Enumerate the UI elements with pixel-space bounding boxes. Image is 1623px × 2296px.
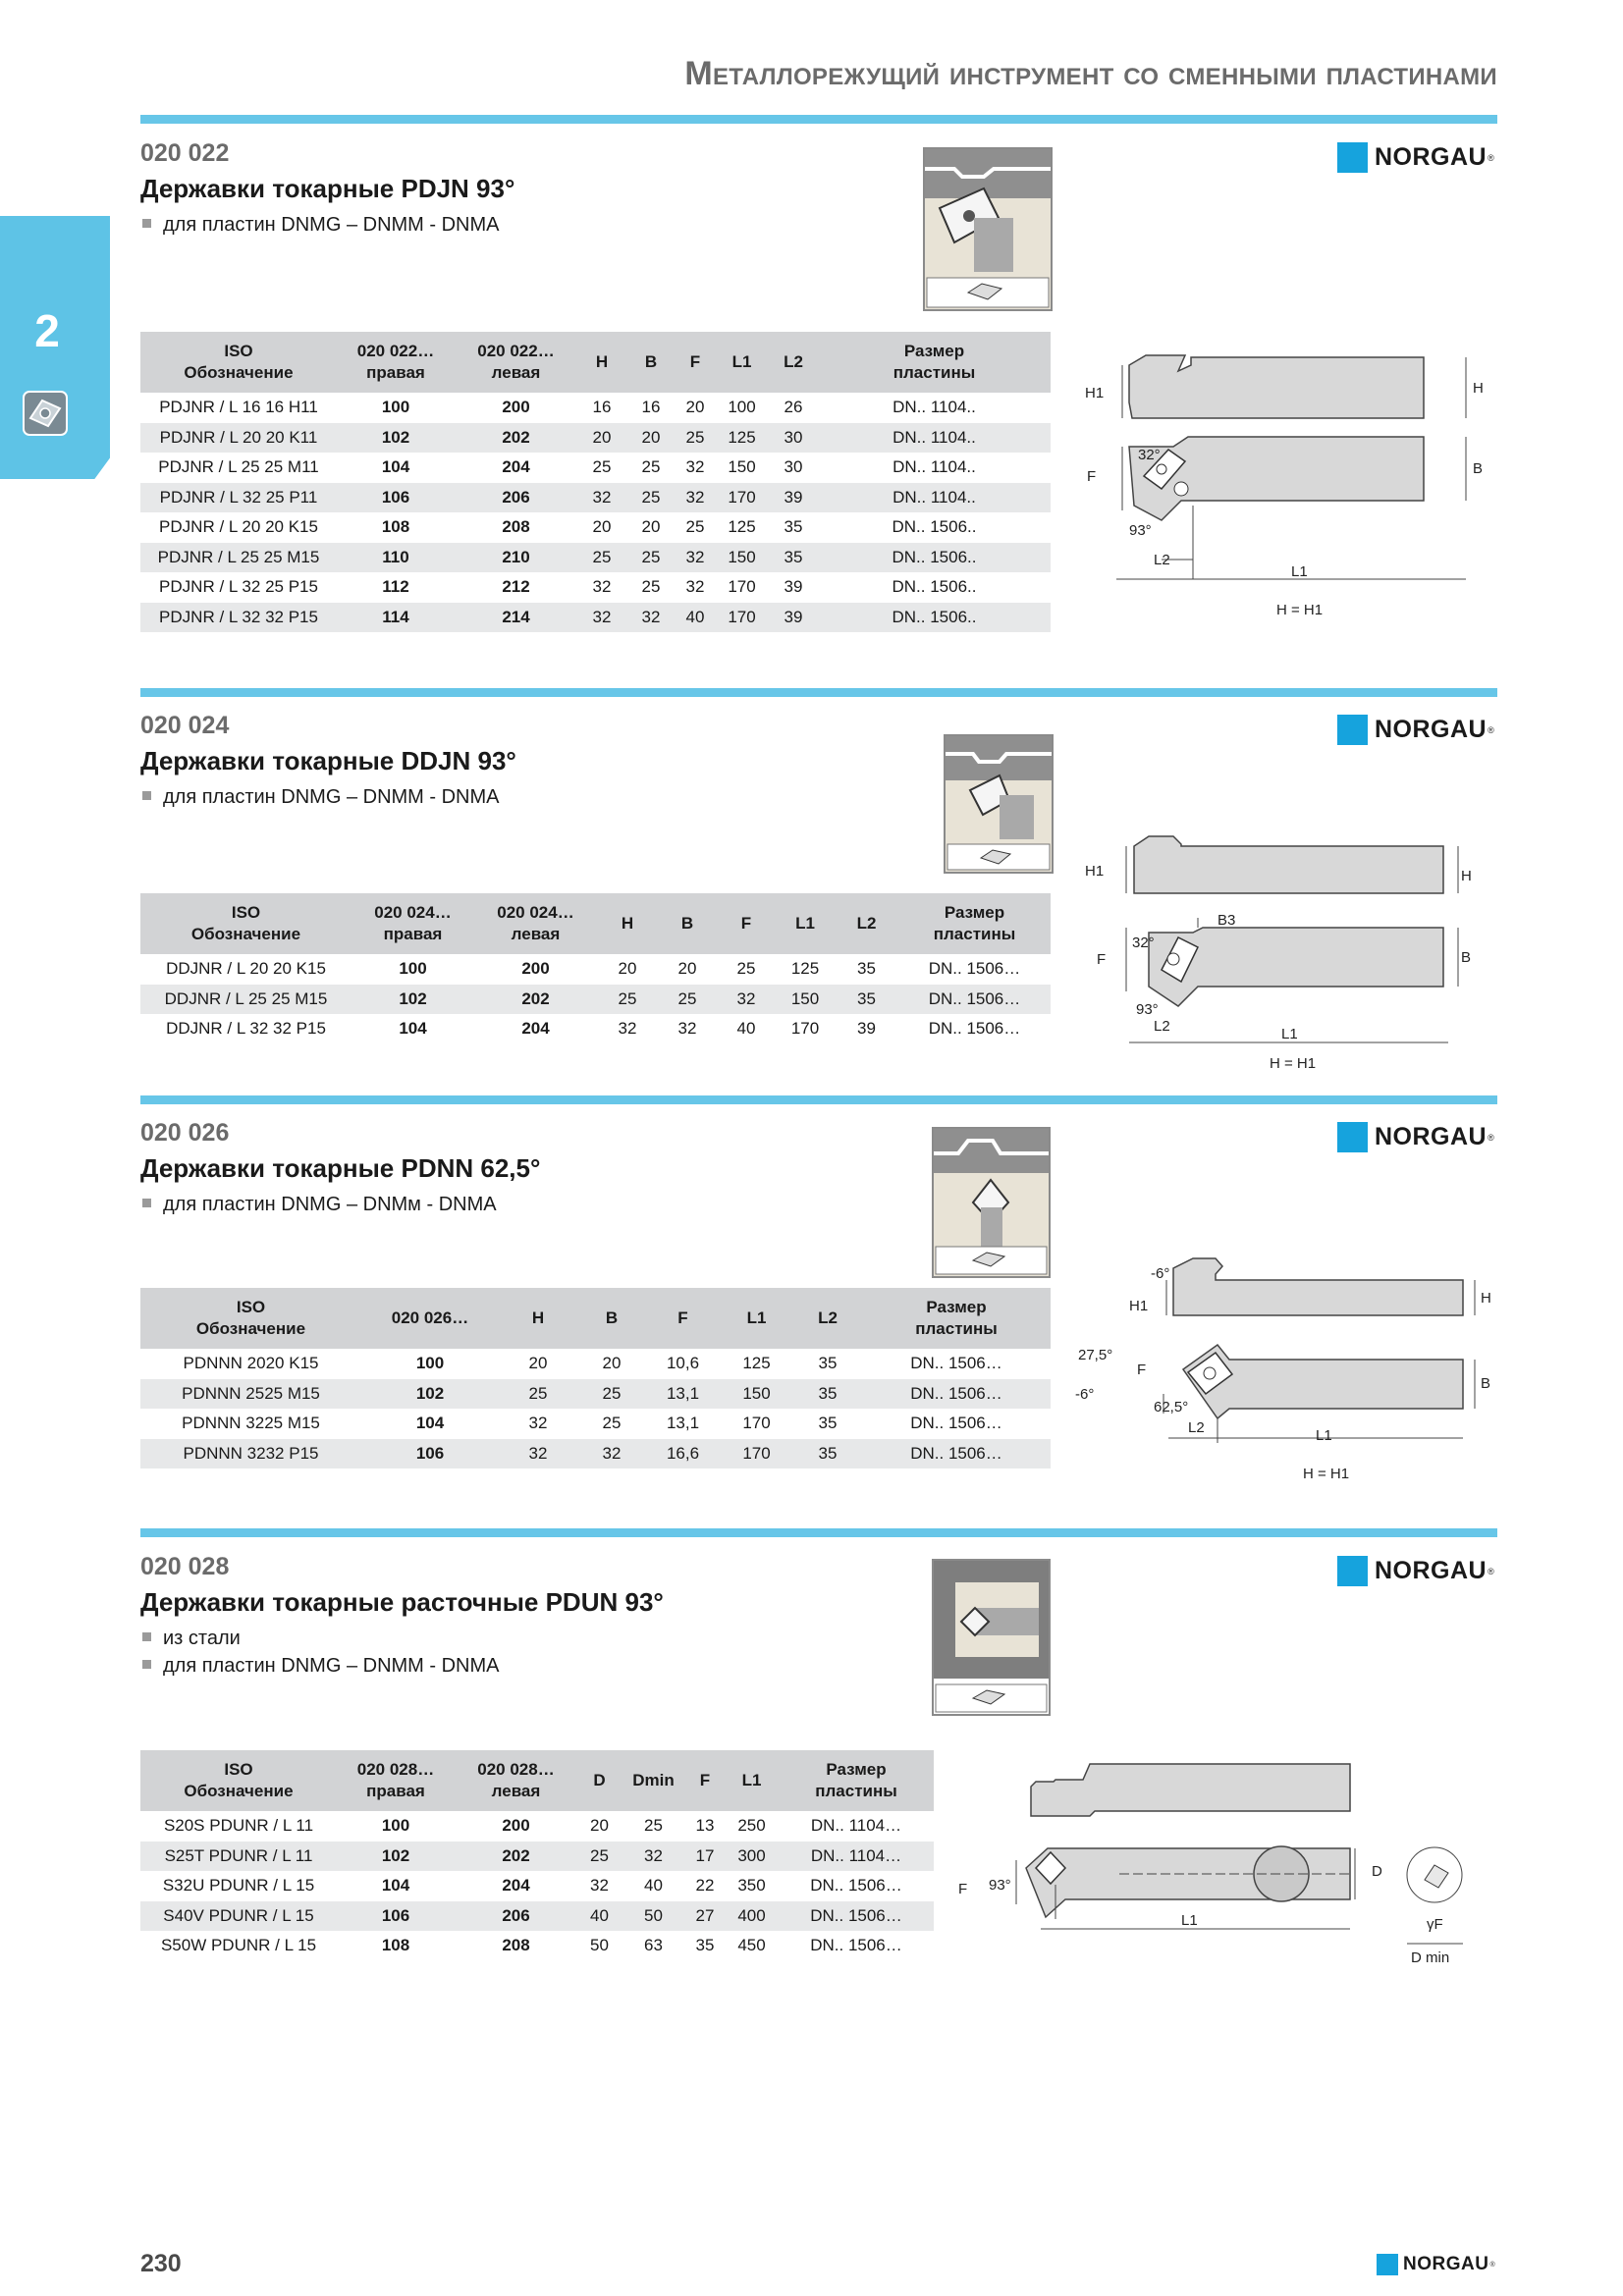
dim-angle: 93°: [989, 1877, 1011, 1894]
dim-h: H: [1461, 868, 1472, 884]
col-header: 020 026…: [361, 1288, 499, 1349]
section-code: 020 024: [140, 712, 230, 739]
table-row: PDNNN 2525 M15 102 25 25 13,1 150 35 DN.. 1506…: [140, 1379, 1051, 1410]
section-rule: [140, 688, 1497, 697]
dim-f: F: [1137, 1362, 1147, 1378]
brand-logo: NORGAU ®: [1337, 142, 1494, 173]
dim-l1: L1: [1291, 563, 1308, 580]
brand-square-icon: [1337, 715, 1368, 745]
dim-b: B: [1473, 460, 1484, 477]
page-header-title: Металлорежущий инструмент со сменными пластинами: [684, 55, 1497, 92]
dim-l1: L1: [1181, 1912, 1198, 1929]
dim-f: F: [958, 1881, 968, 1897]
col-header: Размер пластины: [862, 1288, 1051, 1349]
dim-b: B: [1481, 1375, 1491, 1392]
table-row: PDJNR / L 20 20 K15 108 208 20 20 25 125 35 DN.. 1506..: [159, 517, 977, 537]
table-row: S40V PDUNR / L 15 106 206 40 50 27 400 DN.. 1506…: [140, 1901, 934, 1932]
tool-thumbnail-image: [923, 147, 1053, 311]
table-row: S32U PDUNR / L 15 104 204 32 40 22 350 DN.. 1506…: [162, 1876, 902, 1896]
col-header: L1: [720, 1288, 793, 1349]
section-bullet: для пластин DNMG – DNMM - DNMA: [142, 786, 500, 809]
brand-logo: NORGAU ®: [1337, 715, 1494, 745]
table-row: PDJNR / L 25 25 M15 110 210 25 25 32 150 35 DN.. 1506..: [140, 543, 1051, 573]
dim-h1: H1: [1129, 1298, 1149, 1314]
spec-table: [140, 332, 1051, 632]
col-header: 020 022… левая: [455, 332, 577, 393]
dim-note: H = H1: [1270, 1055, 1317, 1072]
dim-d: D: [1372, 1863, 1382, 1880]
table-row: S25T PDUNR / L 11 102 202 25 32 17 300 DN.. 1104…: [140, 1842, 934, 1872]
dim-angle-bottom: 93°: [1129, 522, 1152, 539]
col-header: B: [577, 1288, 646, 1349]
col-header: H: [499, 1288, 577, 1349]
dim-angle-neg: -6°: [1151, 1265, 1170, 1282]
dim-h1: H1: [1085, 385, 1105, 401]
col-header: ISO Обозначение: [140, 1750, 337, 1811]
tool-thumbnail-image: [932, 1127, 1051, 1278]
col-header: L1: [715, 332, 769, 393]
insert-icon: [23, 391, 68, 436]
dim-b3: B3: [1217, 912, 1236, 929]
col-header: Dmin: [622, 1750, 685, 1811]
dim-f: F: [1097, 951, 1107, 968]
dim-h1: H1: [1085, 863, 1105, 880]
section-title: Державки токарные DDJN 93°: [140, 746, 516, 775]
col-header: B: [626, 332, 676, 393]
dim-dmin: D min: [1411, 1949, 1450, 1966]
col-header: D: [577, 1750, 622, 1811]
dim-angle-side: 27,5°: [1078, 1347, 1113, 1363]
table-row: PDJNR / L 25 25 M11 104 204 25 25 32 150 30 DN.. 1104..: [158, 457, 976, 477]
table-row: PDJNR / L 20 20 K11 102 202 20 20 25 125 30 DN.. 1104..: [140, 423, 1051, 454]
section-bullet: для пластин DNMG – DNMм - DNMA: [142, 1194, 497, 1216]
chapter-number: 2: [34, 305, 60, 356]
section-rule: [140, 1095, 1497, 1104]
section-title: Державки токарные расточные PDUN 93°: [140, 1587, 664, 1617]
dim-h: H: [1481, 1290, 1491, 1307]
tool-dimension-drawing: [1070, 1247, 1492, 1492]
dim-angle-neg2: -6°: [1075, 1386, 1095, 1403]
dim-l2: L2: [1188, 1419, 1205, 1436]
dim-l1: L1: [1281, 1026, 1298, 1042]
tool-thumbnail-image: [944, 734, 1054, 874]
col-header: 020 028… левая: [455, 1750, 577, 1811]
tool-dimension-drawing: [957, 1723, 1492, 1998]
col-header: 020 024… правая: [352, 893, 474, 954]
section-rule: [140, 1528, 1497, 1537]
spec-table: [140, 1288, 1051, 1468]
table-row: DDJNR / L 25 25 M15 102 202 25 25 32 150 35 DN.. 1506…: [140, 985, 1051, 1015]
col-header: F: [646, 1288, 720, 1349]
tool-dimension-drawing: [1075, 825, 1492, 1080]
col-header: L1: [776, 893, 835, 954]
brand-name: NORGAU: [1375, 143, 1488, 171]
spec-table: [140, 893, 1051, 1044]
page-number: 230: [140, 2250, 182, 2277]
table-row: PDJNR / L 32 25 P15 112 212 32 25 32 170 39 DN.. 1506..: [159, 577, 977, 597]
table-row: PDJNR / L 16 16 H11 100 200 16 16 20 100 26 DN.. 1104..: [159, 398, 976, 417]
tool-thumbnail-image: [932, 1559, 1051, 1716]
header-rule: [140, 115, 1497, 124]
dim-note: H = H1: [1276, 602, 1324, 618]
col-header: Размер пластины: [779, 1750, 934, 1811]
col-header: F: [717, 893, 776, 954]
col-header: L2: [769, 332, 818, 393]
col-header: L2: [793, 1288, 862, 1349]
brand-square-icon: [1337, 1122, 1368, 1152]
col-header: ISO Обозначение: [140, 1288, 361, 1349]
dim-b: B: [1461, 949, 1472, 966]
col-header: L1: [725, 1750, 779, 1811]
col-header: H: [597, 893, 658, 954]
col-header: 020 024… левая: [474, 893, 597, 954]
dim-h: H: [1473, 380, 1484, 397]
col-header: Размер пластины: [818, 332, 1051, 393]
col-header: H: [577, 332, 626, 393]
brand-name: NORGAU: [1375, 1557, 1488, 1584]
dim-gamma-f: γF: [1427, 1916, 1443, 1933]
dim-angle-lead: 62,5°: [1154, 1399, 1189, 1415]
dim-angle-bottom: 93°: [1136, 1001, 1159, 1018]
table-row: PDNNN 3232 P15 106 32 32 16,6 170 35 DN.. 1506…: [140, 1439, 1051, 1469]
dim-l2: L2: [1154, 1018, 1170, 1035]
col-header: 020 022… правая: [337, 332, 455, 393]
section-bullet: для пластин DNMG – DNMM - DNMA: [142, 1655, 500, 1678]
table-row: PDJNR / L 32 32 P15 114 214 32 32 40 170 39 DN.. 1506..: [140, 603, 1051, 633]
section-code: 020 026: [140, 1119, 230, 1147]
dim-l1: L1: [1316, 1427, 1332, 1444]
col-header: B: [658, 893, 717, 954]
brand-name: NORGAU: [1403, 2254, 1489, 2274]
brand-square-icon: [1337, 1556, 1368, 1586]
col-header: Размер пластины: [898, 893, 1051, 954]
col-header: F: [676, 332, 715, 393]
dim-f: F: [1087, 468, 1097, 485]
brand-square-icon: [1377, 2254, 1398, 2275]
brand-logo: NORGAU ®: [1337, 1122, 1494, 1152]
section-bullet: из стали: [142, 1628, 241, 1650]
table-row: PDJNR / L 32 25 P11 106 206 32 25 32 170 39 DN.. 1104..: [140, 483, 1051, 513]
dim-angle-top: 32°: [1138, 447, 1161, 463]
table-row: DDJNR / L 20 20 K15 100 200 20 20 25 125 35 DN.. 1506…: [166, 959, 1021, 979]
brand-logo: NORGAU ®: [1337, 1556, 1494, 1586]
table-row: S50W PDUNR / L 15 108 208 50 63 35 450 DN.. 1506…: [160, 1936, 902, 1955]
table-row: PDNNN 2020 K15 100 20 20 10,6 125 35 DN.. 1506…: [183, 1354, 1002, 1373]
dim-angle-top: 32°: [1132, 934, 1155, 951]
col-header: ISO Обозначение: [140, 893, 352, 954]
footer-brand-logo: NORGAU ®: [1377, 2254, 1495, 2275]
brand-square-icon: [1337, 142, 1368, 173]
tool-dimension-drawing: [1075, 344, 1492, 628]
col-header: L2: [835, 893, 898, 954]
table-row: PDNNN 3225 M15 104 32 25 13,1 170 35 DN.. 1506…: [182, 1414, 1002, 1433]
section-code: 020 022: [140, 139, 230, 167]
dim-l2: L2: [1154, 552, 1170, 568]
col-header: 020 028… правая: [337, 1750, 455, 1811]
table-row: S20S PDUNR / L 11 100 200 20 25 13 250 DN.. 1104…: [163, 1816, 902, 1836]
dim-note: H = H1: [1303, 1466, 1350, 1482]
section-title: Державки токарные PDJN 93°: [140, 174, 515, 203]
brand-name: NORGAU: [1375, 1123, 1488, 1150]
col-header: F: [685, 1750, 725, 1811]
table-row: DDJNR / L 32 32 P15 104 204 32 32 40 170 39 DN.. 1506…: [166, 1019, 1021, 1039]
section-bullet: для пластин DNMG – DNMM - DNMA: [142, 214, 500, 237]
section-title: Державки токарные PDNN 62,5°: [140, 1153, 541, 1183]
spec-table: [140, 1750, 934, 1961]
section-code: 020 028: [140, 1553, 230, 1580]
brand-name: NORGAU: [1375, 716, 1488, 743]
col-header: ISO Обозначение: [140, 332, 337, 393]
